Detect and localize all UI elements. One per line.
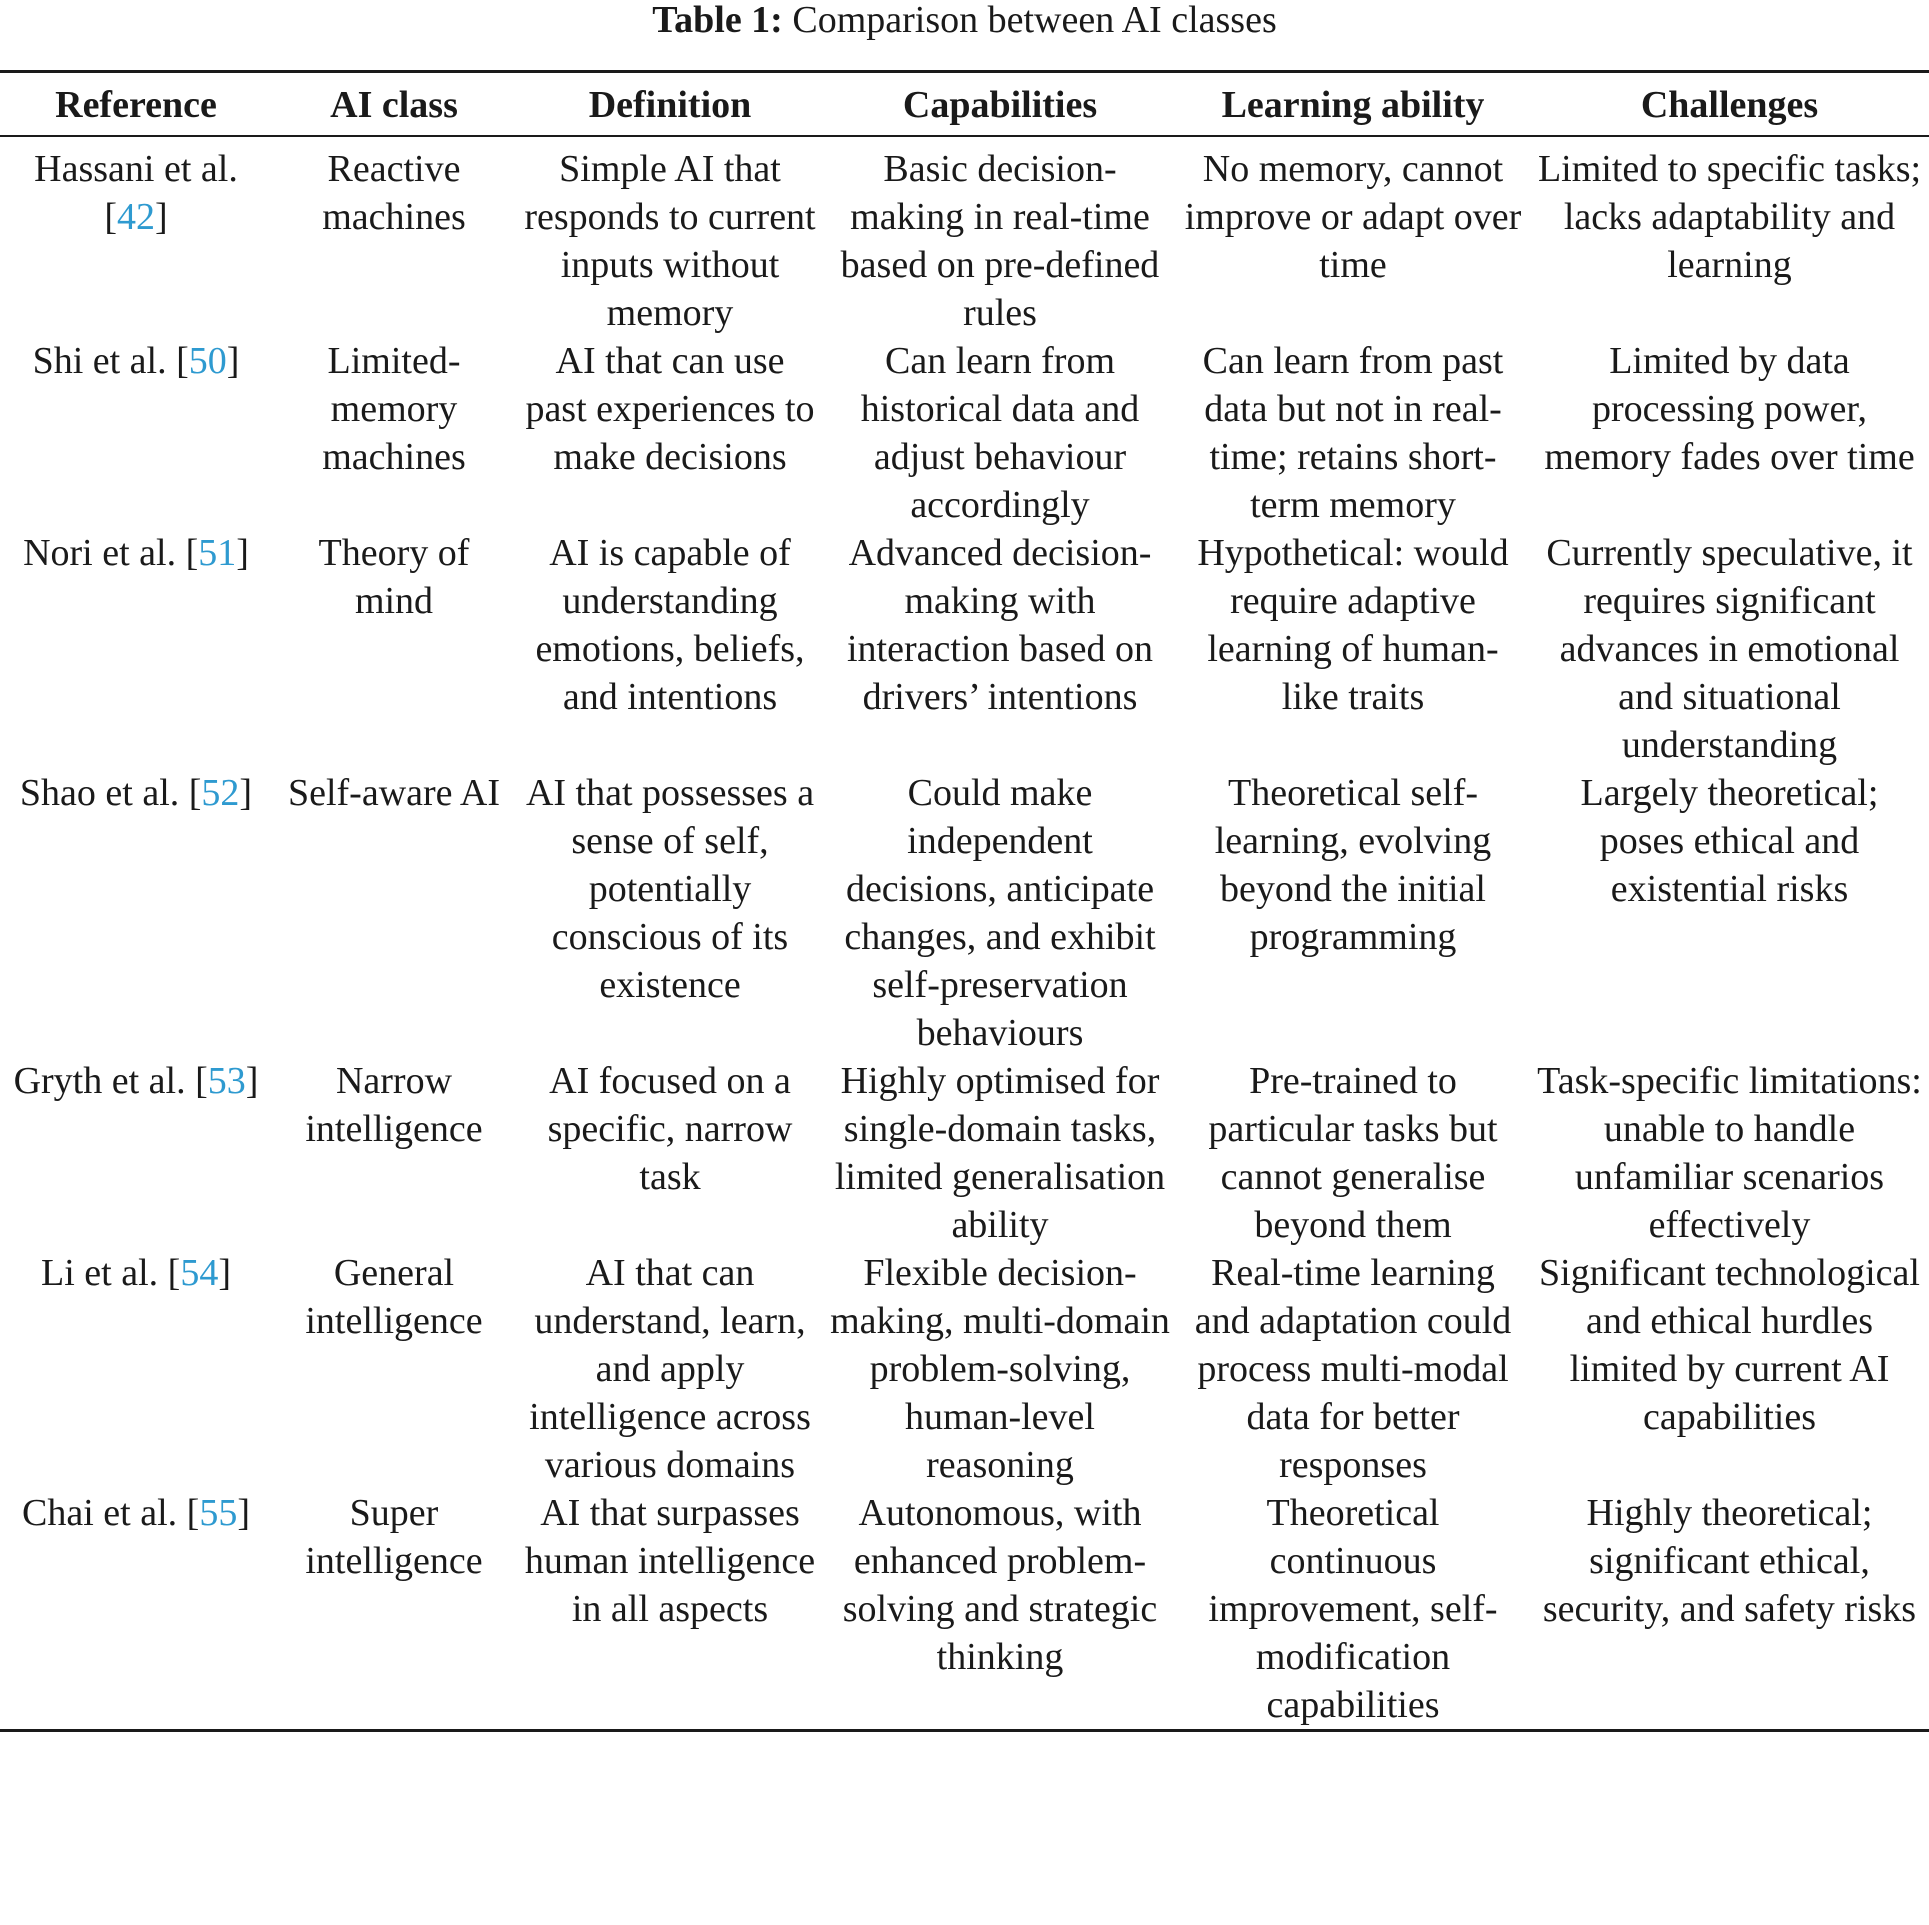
table-row [0,529,1929,769]
table-row [0,1489,1929,1731]
table-row [0,769,1929,1057]
citation-link[interactable]: 55 [199,1492,238,1534]
table-header [0,72,1929,137]
cell-learning-ability: Theoretical continuous improvement, self-modification capabilities [1208,1492,1498,1726]
cell-reference: Shi et al. [50] [32,340,240,382]
cell-ai-class: Self-aware AI [287,772,501,814]
cell-ai-class: Narrow intelligence [305,1060,483,1150]
table-caption [0,0,1929,44]
cell-reference: Nori et al. [51] [23,532,249,574]
cell-learning-ability: No memory, cannot improve or adapt over time [1184,148,1522,286]
cell-reference: Chai et al. [55] [22,1492,250,1534]
ref-author: Nori et al. [23,532,177,574]
cell-learning-ability: Theoretical self-learning, evolving beyond the initial programming [1214,772,1492,958]
caption-text: Comparison between AI classes [792,0,1277,41]
cell-capabilities: Advanced decision-making with interaction based on drivers’ intentions [846,532,1153,718]
table-row [0,1249,1929,1489]
cell-reference: Shao et al. [52] [19,772,253,814]
cell-learning-ability: Can learn from past data but not in real-time; retains short-term memory [1202,340,1504,526]
cell-capabilities: Could make independent decisions, anticipate changes, and exhibit self-preservation behaviours [844,772,1156,1054]
cell-challenges: Highly theoretical; significant ethical, security, and safety risks [1542,1492,1917,1630]
cell-definition: AI that surpasses human intelligence in all aspects [524,1492,816,1630]
ref-author: Li et al. [41,1252,159,1294]
cell-reference: Hassani et al. [42] [34,148,238,238]
cell-ai-class: Theory of mind [318,532,470,622]
header-row [0,72,1929,137]
citation-link[interactable]: 50 [188,340,227,382]
ref-author: Shao et al. [19,772,180,814]
table-row [0,337,1929,529]
header-ai-class: AI class [330,84,458,126]
cell-definition: AI focused on a specific, narrow task [547,1060,793,1198]
header-challenges: Challenges [1640,84,1819,126]
cell-reference: Li et al. [54] [41,1252,231,1294]
ref-author: Gryth et al. [13,1060,186,1102]
citation-link[interactable]: 53 [207,1060,246,1102]
citation-link[interactable]: 52 [201,772,240,814]
cell-capabilities: Autonomous, with enhanced problem-solving and strategic thinking [842,1492,1158,1678]
ref-author: Hassani et al. [34,148,238,190]
comparison-table [0,70,1929,1732]
cell-ai-class: Reactive machines [322,148,466,238]
cell-ai-class: General intelligence [305,1252,483,1342]
ref-author: Chai et al. [22,1492,178,1534]
cell-learning-ability: Pre-trained to particular tasks but cannot generalise beyond them [1208,1060,1498,1246]
cell-challenges: Limited by data processing power, memory fades over time [1544,340,1915,478]
citation-link[interactable]: 54 [180,1252,219,1294]
cell-challenges: Significant technological and ethical hurdles limited by current AI capabilities [1539,1252,1920,1438]
header-reference: Reference [55,84,217,126]
cell-learning-ability: Hypothetical: would require adaptive learning of human-like traits [1197,532,1509,718]
citation-link[interactable]: 42 [117,196,155,238]
caption-label: Table 1: [652,0,783,41]
cell-definition: AI that can use past experiences to make decisions [525,340,815,478]
table-body [0,136,1929,1731]
cell-definition: AI that possesses a sense of self, potentially conscious of its existence [525,772,815,1006]
ref-author: Shi et al. [32,340,167,382]
cell-ai-class: Limited-memory machines [322,340,466,478]
cell-reference: Gryth et al. [53] [13,1060,259,1102]
header-learning-ability: Learning ability [1221,84,1485,126]
cell-challenges: Largely theoretical; poses ethical and existential risks [1580,772,1879,910]
cell-ai-class: Super intelligence [305,1492,483,1582]
header-definition: Definition [588,84,752,126]
table-row [0,1057,1929,1249]
header-capabilities: Capabilities [902,84,1098,126]
cell-capabilities: Flexible decision-making, multi-domain problem-solving, human-level reasoning [830,1252,1170,1486]
cell-definition: Simple AI that responds to current inputs without memory [524,148,816,334]
cell-definition: AI is capable of understanding emotions, beliefs, and intentions [535,532,805,718]
cell-challenges: Currently speculative, it requires significant advances in emotional and situational understanding [1546,532,1913,766]
cell-definition: AI that can understand, learn, and apply intelligence across various domains [529,1252,811,1486]
cell-capabilities: Basic decision-making in real-time based on pre-defined rules [840,148,1160,334]
table-row [0,136,1929,337]
comparison-table-container [0,70,1929,1732]
cell-capabilities: Can learn from historical data and adjust behaviour accordingly [860,340,1140,526]
cell-learning-ability: Real-time learning and adaptation could process multi-modal data for better responses [1194,1252,1512,1486]
cell-capabilities: Highly optimised for single-domain tasks, limited generalisation ability [834,1060,1166,1246]
citation-link[interactable]: 51 [198,532,237,574]
cell-challenges: Limited to specific tasks; lacks adaptability and learning [1537,148,1922,286]
cell-challenges: Task-specific limitations: unable to handle unfamiliar scenarios effectively [1537,1060,1922,1246]
